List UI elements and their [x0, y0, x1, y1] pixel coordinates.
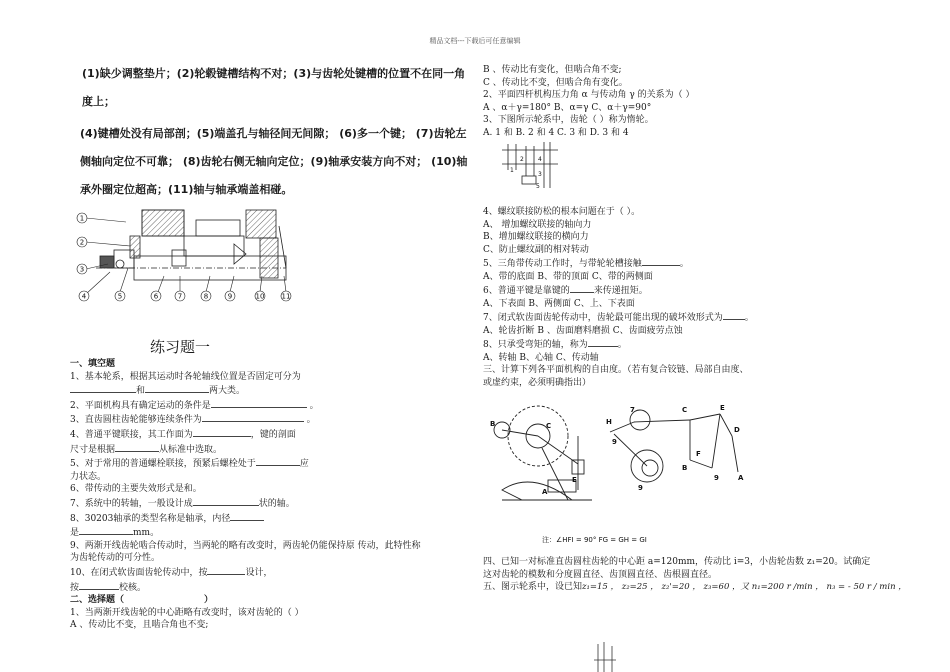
option-line: A、下表面 B、两侧面 C、上、下表面 — [483, 298, 635, 309]
question-line: 四、已知一对标准直齿圆柱齿轮的中心距 a=120mm，传动比 i=3，小齿轮齿数 z₁=20。试确定 — [483, 557, 871, 567]
question-line: 三、计算下列各平面机构的自由度。（若有复合铰链、局部自由度、 — [483, 365, 749, 375]
gear-train-figure — [500, 140, 560, 194]
section-heading: 一、填空题 — [70, 359, 116, 369]
question-line: 3、下图所示轮系中，齿轮（ ）称为惰轮。 — [483, 115, 654, 125]
figure-label: 4 — [81, 292, 87, 301]
answer-line: 侧轴向定位不可靠； (8)齿轮右侧无轴向定位；(9)轴承安装方向不对； (10)轴 — [80, 155, 468, 168]
svg-text:E: E — [720, 404, 725, 412]
mechanism-note — [542, 535, 647, 544]
question-line: 3、直齿圆柱齿轮能够连续条件为 。 — [70, 412, 340, 427]
answer-paragraph-1 — [82, 60, 472, 116]
figure-label: 8 — [203, 292, 209, 301]
svg-text:2: 2 — [520, 156, 524, 163]
question-line: 5、三角带传动工作时，与带轮轮槽接触 。 — [483, 256, 883, 271]
gear-sketch-fragment — [592, 640, 618, 672]
svg-text:A: A — [542, 488, 548, 496]
option-line: A 、α＋γ=180° B、α=γ C、α＋γ=90° — [483, 102, 652, 113]
shaft-assembly-figure — [74, 206, 299, 306]
svg-text:注：∠HFI = 90° FG = GH = GI: 注：∠HFI = 90° FG = GH = GI — [542, 536, 647, 544]
right-column-bottom — [483, 556, 943, 594]
figure-label: 3 — [79, 265, 85, 274]
right-column — [483, 64, 883, 139]
option-line: A、 增加螺纹联接的轴向力 — [483, 219, 592, 230]
svg-text:7: 7 — [630, 406, 635, 414]
option-line: B、增加螺纹联接的横向力 — [483, 232, 589, 242]
question-line: 8、只承受弯矩的轴，称为 。 — [483, 337, 883, 352]
question-line: 8、30203轴承的类型名称是轴承，内径 — [70, 511, 340, 526]
svg-text:9: 9 — [638, 484, 643, 492]
question-line: 10、在闭式软齿面齿轮传动中，按 设计， — [70, 565, 340, 580]
question-line: 6、带传动的主要失效形式是和。 — [70, 484, 202, 495]
figure-label: 9 — [227, 292, 233, 301]
question-line: 6、普通平键是靠键的 来传递扭矩。 — [483, 283, 883, 298]
question-line: 9、两渐开线齿轮啮合传动时，当两轮的略有改变时，两齿轮仍能保持原 传动，此特性称 — [70, 540, 421, 551]
option-line: B 、传动比有变化，但啮合角不变; — [483, 65, 622, 75]
option-line: A 、传动比不变，且啮合角也不变; — [70, 620, 209, 631]
answer-line: 度上； — [82, 95, 115, 108]
figure-label: 5 — [117, 292, 123, 301]
option-line: A、转轴 B、心轴 C、传动轴 — [483, 352, 599, 363]
figure-label: 11 — [281, 292, 291, 301]
question-line: 这对齿轮的模数和分度圆直径、齿顶圆直径、齿根圆直径。 — [483, 569, 718, 580]
page-title: 练习题一 — [150, 338, 211, 356]
left-column — [70, 358, 421, 632]
question-line: 7、系统中的转轴，一般设计成 状的轴。 — [70, 496, 340, 511]
question-line: 1、基本轮系，根据其运动时各轮轴线位置是否固定可分为 — [70, 371, 301, 382]
svg-text:H: H — [606, 418, 612, 426]
option-line: C、防止螺纹副的相对转动 — [483, 244, 589, 255]
svg-text:4: 4 — [538, 156, 542, 163]
svg-text:C: C — [682, 406, 688, 414]
question-line: 为齿轮传动的可分性。 — [70, 553, 161, 564]
question-line: 4、普通平键联接，其工作面为 ，键的剖面 — [70, 427, 340, 442]
option-line: A、带的底面 B、带的顶面 C、带的两侧面 — [483, 271, 653, 282]
option-line: C 、传动比不变，但啮合角有变化。 — [483, 77, 628, 88]
question-line: 尺寸是根据 从标准中选取。 — [70, 442, 340, 457]
question-line: 是 mm。 — [70, 525, 340, 540]
svg-text:9: 9 — [714, 474, 719, 482]
svg-text:C: C — [546, 422, 552, 430]
mechanisms-figure — [482, 400, 752, 550]
question-line: 或虚约束，必须明确指出） — [483, 377, 592, 388]
question-line: 力状态。 — [70, 471, 107, 482]
figure-label: 10 — [255, 292, 265, 301]
answer-line: 承外圈定位超高；(11)轴与轴承端盖相碰。 — [80, 183, 293, 196]
option-line: A、轮齿折断 B 、齿面磨料磨损 C、齿面疲劳点蚀 — [483, 325, 683, 336]
answer-line: (4)键槽处没有局部剖；(5)端盖孔与轴径间无间隙； (6)多一个键； (7)齿轮左 — [80, 127, 467, 140]
question-line: 按 校核。 — [70, 580, 340, 595]
header-note: 精品文档---下载后可任意编辑 — [429, 37, 521, 45]
svg-text:B: B — [682, 464, 688, 472]
question-line: 7、闭式软齿面齿轮传动中，齿轮最可能出现的破坏效形式为 。 — [483, 310, 883, 325]
svg-text:3: 3 — [538, 171, 542, 178]
question-line: 五、图示轮系中，设已知z₁=15 ， z₂=25 ， z₂'=20 ， z₃=60 ，又 n₁=200 r /min ， n₃ = - 50 r / min ， — [483, 582, 907, 592]
svg-text:1: 1 — [510, 167, 514, 174]
question-line: 5、对于常用的普通螺栓联接，预紧后螺栓处于 应 — [70, 456, 340, 471]
question-line: 2、平面机构具有确定运动的条件是 。 — [70, 398, 340, 413]
section-heading: 二、选择题（ ） — [70, 595, 214, 606]
svg-text:B: B — [490, 420, 496, 428]
answer-paragraph-2 — [80, 120, 470, 204]
right-column-lower — [483, 206, 883, 389]
svg-text:D: D — [734, 426, 740, 434]
figure-label: 6 — [153, 292, 159, 301]
svg-text:5: 5 — [536, 183, 540, 190]
figure-label: 7 — [177, 292, 183, 301]
question-line: 4、螺纹联接防松的根本问题在于（ ）。 — [483, 207, 641, 217]
answer-line: (1)缺少调整垫片；(2)轮毂键槽结构不对；(3)与齿轮处键槽的位置不在同一角 — [82, 67, 466, 80]
question-line: 和 两大类。 — [70, 383, 340, 398]
question-line: 1、当两渐开线齿轮的中心距略有改变时，该对齿轮的（ ） — [70, 607, 304, 618]
option-line: A. 1 和 B. 2 和 4 C. 3 和 D. 3 和 4 — [483, 127, 629, 138]
svg-text:9: 9 — [612, 438, 617, 446]
figure-label: 1 — [79, 214, 85, 223]
svg-text:A: A — [738, 474, 744, 482]
question-line: 2、平面四杆机构压力角 α 与传动角 γ 的关系为（ ） — [483, 90, 695, 100]
svg-text:E: E — [572, 476, 577, 484]
figure-label: 2 — [79, 238, 85, 247]
svg-text:F: F — [696, 450, 701, 458]
